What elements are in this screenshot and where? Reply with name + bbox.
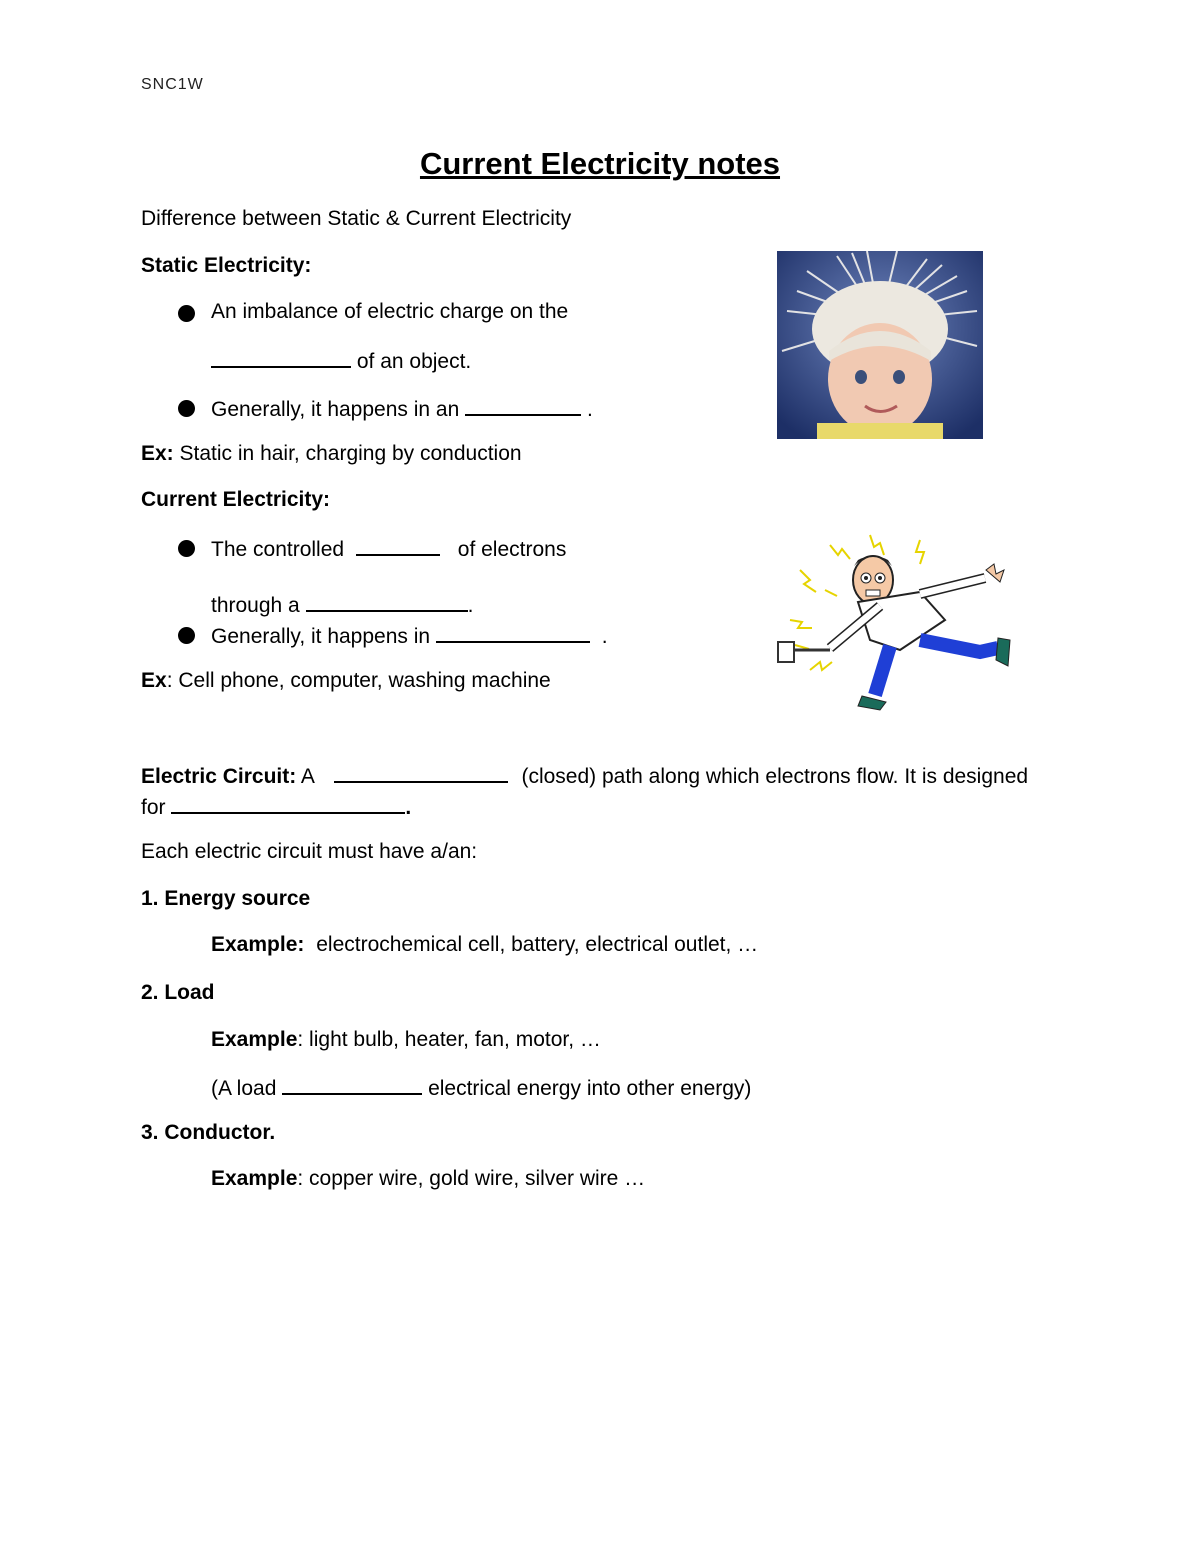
page-title: Current Electricity notes xyxy=(419,146,781,181)
current-heading: Current Electricity: xyxy=(141,488,331,511)
fill-blank[interactable] xyxy=(306,590,468,612)
fill-blank[interactable] xyxy=(436,621,590,643)
part-example-conductor: Example: copper wire, gold wire, silver wire … xyxy=(211,1167,646,1190)
part-heading-load: 2. Load xyxy=(141,981,215,1004)
bullet-dot xyxy=(178,627,195,644)
course-code: SNC1W xyxy=(141,76,204,93)
circuit-requirement: Each electric circuit must have a/an: xyxy=(141,840,478,863)
static-bullet-1: An imbalance of electric charge on the xyxy=(211,300,569,323)
fill-blank[interactable] xyxy=(465,394,581,416)
part-heading-conductor: 3. Conductor. xyxy=(141,1121,276,1144)
shocked-man-cartoon xyxy=(770,530,1030,720)
load-note: (A load electrical energy into other energy) xyxy=(211,1073,751,1102)
circuit-line-2: for . xyxy=(141,792,411,821)
fill-blank[interactable] xyxy=(282,1073,422,1095)
bullet-dot xyxy=(178,400,195,417)
part-example-energy-source: Example: electrochemical cell, battery, electrical outlet, … xyxy=(211,933,759,956)
circuit-line-1: Electric Circuit: A (closed) path along which electrons flow. It is designed xyxy=(141,761,1028,790)
current-bullet-1-cont: through a . xyxy=(211,590,473,619)
bullet-dot xyxy=(178,305,195,322)
intro-line: Difference between Static & Current Electricity xyxy=(141,207,572,230)
bullet-dot xyxy=(178,540,195,557)
fill-blank[interactable] xyxy=(171,792,405,814)
fill-blank[interactable] xyxy=(211,346,351,368)
current-example: Ex: Cell phone, computer, washing machine xyxy=(141,669,551,692)
fill-blank[interactable] xyxy=(356,534,440,556)
electric-shock-illustration xyxy=(770,530,1030,720)
static-bullet-1-cont: of an object. xyxy=(211,346,471,375)
part-example-load: Example: light bulb, heater, fan, motor, … xyxy=(211,1028,601,1051)
current-bullet-1: The controlled of electrons xyxy=(211,534,566,563)
static-hair-photo xyxy=(777,251,983,439)
current-bullet-2: Generally, it happens in . xyxy=(211,621,608,650)
static-heading: Static Electricity: xyxy=(141,254,312,277)
static-bullet-2: Generally, it happens in an . xyxy=(211,394,593,423)
fill-blank[interactable] xyxy=(334,761,508,783)
part-heading-energy-source: 1. Energy source xyxy=(141,887,311,910)
static-hair-illustration xyxy=(777,251,983,439)
static-example: Ex: Static in hair, charging by conduction xyxy=(141,442,522,465)
